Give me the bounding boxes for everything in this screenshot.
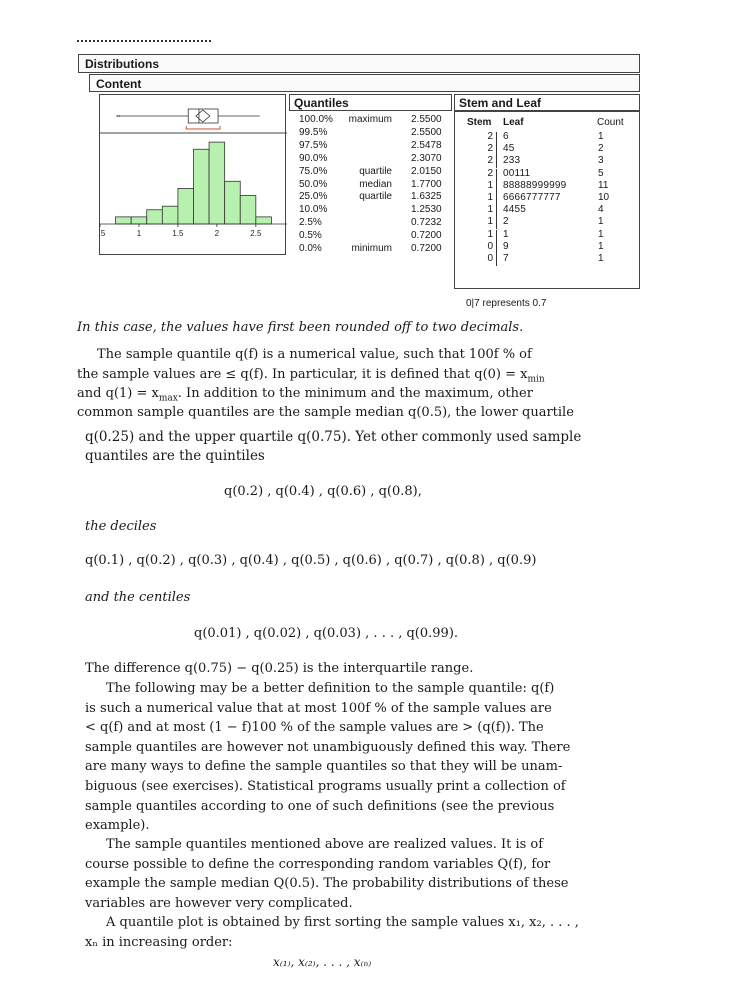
stem-value: 1 <box>487 204 493 216</box>
histogram-bar <box>178 188 194 224</box>
paragraph-line: variables are however very complicated. <box>85 895 353 911</box>
equation-deciles: q(0.1) , q(0.2) , q(0.3) , q(0.4) , q(0.5) , q(0.6) , q(0.7) , q(0.8) , q(0.9) <box>85 553 537 568</box>
stem-leaf-row <box>455 180 641 193</box>
quantile-value: 2.5500 <box>411 114 442 125</box>
histogram-bar <box>116 217 132 224</box>
count-value: 10 <box>598 192 610 203</box>
caption: In this case, the values have first been rounded off to two decimals. <box>77 320 524 335</box>
count-value: 4 <box>598 204 604 216</box>
leaf-value: 233 <box>503 155 521 167</box>
leaf-value: 4455 <box>503 204 527 216</box>
stem-leaf-row <box>455 168 641 181</box>
equation-quintiles: q(0.2) , q(0.4) , q(0.6) , q(0.8), <box>224 484 422 499</box>
stem-value: 2 <box>487 167 493 179</box>
paragraph-line: The sample quantile q(f) is a numerical value, such that 100f % of <box>97 347 532 362</box>
stem-divider <box>496 144 497 156</box>
quantile-row <box>289 230 452 243</box>
count-value: 5 <box>598 167 604 179</box>
count-value: 2 <box>598 143 604 155</box>
deciles-intro: the deciles <box>85 519 157 534</box>
count-value: 1 <box>598 131 604 142</box>
stem-leaf-row <box>455 143 641 156</box>
stem-leaf-row <box>455 241 641 254</box>
quantile-label: minimum <box>351 243 392 254</box>
leaf-value: 1 <box>503 228 509 240</box>
count-value: 1 <box>598 228 604 240</box>
paragraph-line: the sample values are ≤ q(f). In particular, it is defined that $q(0) = x_{min}$ <box>77 367 545 385</box>
quantile-value: 2.0150 <box>411 165 442 177</box>
quantile-pct: 0.0% <box>299 243 322 254</box>
stem-leaf-note: 0|7 represents 0.7 <box>466 298 547 309</box>
stem-value: 2 <box>487 131 493 142</box>
stem-leaf-row <box>455 192 641 205</box>
stem-value: 1 <box>487 216 493 228</box>
clipped-heading-line <box>77 40 211 45</box>
histogram-chart <box>100 95 287 256</box>
shortest-half-bracket <box>186 126 220 129</box>
stem-value: 1 <box>487 228 493 240</box>
paragraph-line: are many ways to define the sample quantiles so that they will be unam- <box>85 759 563 775</box>
quantile-row <box>289 217 452 230</box>
quantile-value: 2.5478 <box>411 139 442 151</box>
stem-divider <box>496 205 497 217</box>
quantile-row <box>289 153 452 166</box>
paragraph-line: example). <box>85 818 150 834</box>
count-value: 1 <box>598 240 604 252</box>
quantile-row <box>289 140 452 153</box>
quantiles-table <box>289 112 452 257</box>
stem-divider <box>496 169 497 181</box>
quantile-row <box>289 243 452 256</box>
leaf-value: 2 <box>503 216 509 228</box>
histogram-bar <box>194 149 210 224</box>
quantile-label: quartile <box>359 165 392 177</box>
quantile-pct: 2.5% <box>299 217 322 229</box>
quantile-value: 1.7700 <box>411 178 442 190</box>
stem-value: 0 <box>487 253 493 264</box>
quantile-value: 1.2530 <box>411 204 442 216</box>
count-column-header: Count <box>597 117 624 128</box>
quantile-label: median <box>359 178 392 190</box>
paragraph-line: The following may be a better definition to the sample quantile: q(f) <box>106 681 555 696</box>
stem-value: 1 <box>487 179 493 191</box>
paragraph-line: biguous (see exercises). Statistical programs usually print a collection of <box>85 779 566 794</box>
x-tick-label: 2 <box>214 229 220 238</box>
iqr-sentence: The difference q(0.75) − q(0.25) is the interquartile range. <box>85 661 474 676</box>
histogram-bar <box>240 196 256 224</box>
x-tick-label: 1 <box>136 229 142 238</box>
stem-leaf-table <box>454 111 640 289</box>
quantile-pct: 0.5% <box>299 230 322 242</box>
stem-leaf-row <box>455 216 641 229</box>
stem-value: 2 <box>487 155 493 167</box>
paragraph-line: course possible to define the corresponding random variables Q(f), for <box>85 856 551 872</box>
paragraph-line: sample quantiles are however not unambiguously defined this way. There <box>85 739 571 755</box>
leaf-value: 6 <box>503 131 509 142</box>
quantile-pct: 99.5% <box>299 126 328 138</box>
histogram-bar <box>162 206 178 224</box>
quantile-value: 0.7232 <box>411 217 442 229</box>
stem-leaf-header[interactable]: Stem and Leaf <box>454 94 640 111</box>
stem-leaf-row <box>455 155 641 168</box>
stem-value: 2 <box>487 143 493 155</box>
leaf-value: 00111 <box>503 167 531 179</box>
paragraph-line: and $q(1) = x_{max}$. In addition to the minimum and the maximum, other <box>77 386 533 404</box>
paragraph-line: The sample quantiles mentioned above are realized values. It is of <box>106 837 544 852</box>
count-value: 11 <box>598 179 609 191</box>
paragraph-line: < q(f) and at most (1 − f)100 % of the sample values are > (q(f)). The <box>85 720 544 736</box>
centiles-intro: and the centiles <box>85 590 191 605</box>
stem-divider <box>496 230 497 242</box>
count-value: 1 <box>598 253 604 264</box>
paragraph-line: quantiles are the quintiles <box>85 448 265 464</box>
quantile-pct: 90.0% <box>299 152 328 164</box>
stem-leaf-row <box>455 131 641 144</box>
stem-value: 0 <box>487 240 493 252</box>
quantile-row <box>289 166 452 179</box>
paragraph-line: example the sample median Q(0.5). The probability distributions of these <box>85 876 569 892</box>
stem-divider <box>496 181 497 193</box>
stem-divider <box>496 193 497 205</box>
quantile-row <box>289 191 452 204</box>
count-value: 3 <box>598 155 604 167</box>
boxplot-box <box>188 109 218 123</box>
quantile-pct: 100.0% <box>299 114 333 125</box>
leaf-value: 7 <box>503 253 509 264</box>
paragraph-line: xₙ in increasing order: <box>85 934 233 950</box>
histogram-bar <box>131 217 147 224</box>
stem-leaf-row <box>455 253 641 266</box>
quantile-row <box>289 114 452 127</box>
distributions-header[interactable]: Distributions <box>78 54 640 73</box>
quantile-row <box>289 127 452 140</box>
quantile-pct: 75.0% <box>299 165 328 177</box>
paragraph-line: A quantile plot is obtained by first sorting the sample values x₁, x₂, . . . , <box>106 915 579 930</box>
stem-value: 1 <box>487 192 493 203</box>
outlier-point <box>119 115 121 117</box>
stem-divider <box>496 242 497 254</box>
histogram-bar <box>256 217 272 224</box>
stem-leaf-row <box>455 229 641 242</box>
stem-leaf-row <box>455 204 641 217</box>
quantile-value: 0.7200 <box>411 243 442 254</box>
quantile-value: 0.7200 <box>411 230 442 242</box>
quantile-label: maximum <box>348 114 392 125</box>
histogram-bar <box>225 181 241 224</box>
quantile-pct: 50.0% <box>299 178 328 190</box>
boxplot-mean-diamond <box>196 110 210 122</box>
quantile-pct: 97.5% <box>299 139 328 151</box>
leaf-value: 6666777777 <box>503 192 561 203</box>
histogram-bar <box>209 142 225 224</box>
stem-divider <box>496 254 497 266</box>
equation-centiles: q(0.01) , q(0.02) , q(0.03) , . . . , q(0.99). <box>194 626 459 641</box>
quantile-pct: 10.0% <box>299 204 328 216</box>
leaf-value: 88888999999 <box>503 179 567 191</box>
quantile-value: 2.5500 <box>411 126 442 138</box>
content-header[interactable]: Content <box>89 74 640 92</box>
quantile-value: 2.3070 <box>411 152 442 164</box>
quantile-row <box>289 179 452 192</box>
stem-divider <box>496 156 497 168</box>
leaf-value: 45 <box>503 143 515 155</box>
leaf-value: 9 <box>503 240 509 252</box>
leaf-column-header: Leaf <box>503 117 524 128</box>
quantile-row <box>289 204 452 217</box>
paragraph-line: q(0.25) and the upper quartile q(0.75). Yet other commonly used sample <box>85 429 582 445</box>
count-value: 1 <box>598 216 604 228</box>
x-tick-label: 1.5 <box>172 229 184 238</box>
x-tick-label: .5 <box>98 229 106 238</box>
quantile-label: quartile <box>359 191 392 203</box>
paragraph-line: common sample quantiles are the sample median q(0.5), the lower quartile <box>77 405 574 420</box>
histogram-panel <box>99 94 286 255</box>
stem-divider <box>496 132 497 144</box>
quantiles-header[interactable]: Quantiles <box>289 94 452 111</box>
equation-sorted: x₍₁₎, x₍₂₎, . . . , x₍ₙ₎ <box>273 955 372 969</box>
quantile-value: 1.6325 <box>411 191 442 203</box>
outlier-point <box>116 115 118 117</box>
histogram-bar <box>147 210 163 224</box>
x-tick-label: 2.5 <box>250 229 262 238</box>
paragraph-line: is such a numerical value that at most 100f % of the sample values are <box>85 700 552 716</box>
stem-divider <box>496 217 497 229</box>
stem-column-header: Stem <box>467 117 492 128</box>
paragraph-line: sample quantiles according to one of such definitions (see the previous <box>85 798 555 814</box>
quantile-pct: 25.0% <box>299 191 328 203</box>
